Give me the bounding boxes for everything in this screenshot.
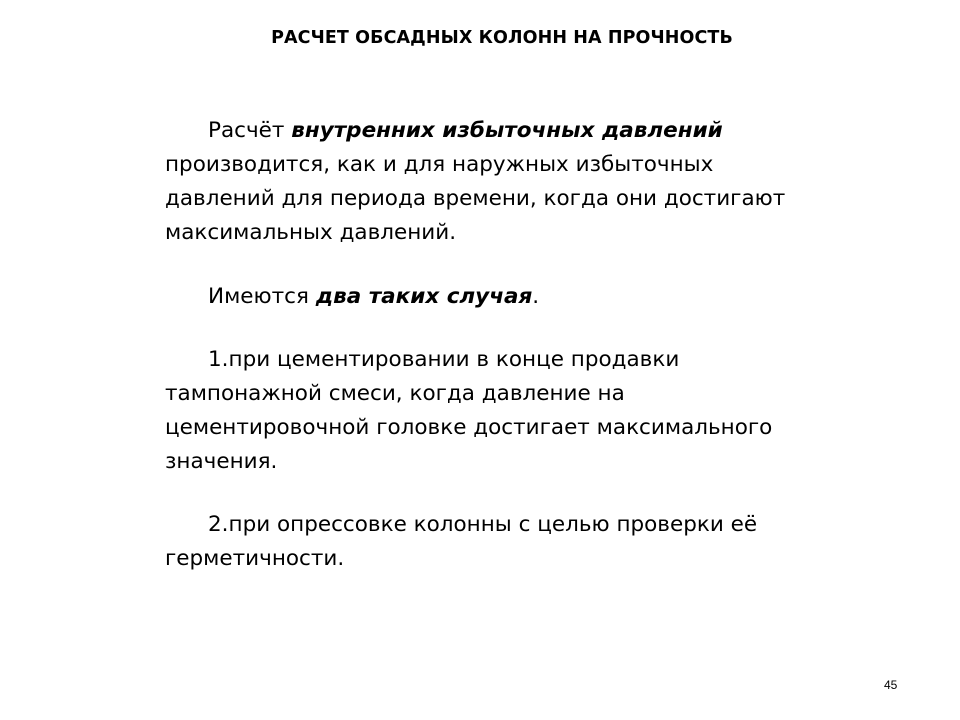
list-item-case-2: 2.при опрессовке колонны с целью проверки её герметичности. (165, 512, 758, 571)
paragraph-text: . (532, 284, 540, 309)
page-number: 45 (884, 678, 898, 692)
paragraph-two-cases (165, 280, 805, 314)
slide-content (165, 114, 805, 576)
slide-title: РАСЧЕТ ОБСАДНЫХ КОЛОНН НА ПРОЧНОСТЬ (271, 28, 733, 48)
emphasis-internal-excess-pressures: внутренних избыточных давлений (291, 118, 723, 143)
paragraph-internal-pressure (165, 114, 805, 250)
paragraph-text: Имеются (208, 284, 316, 309)
emphasis-two-cases: два таких случая (315, 284, 533, 309)
paragraph-text: производится, как и для наружных избыточных давлений для периода времени, когда они достигают максимальных давлений. (165, 152, 786, 245)
list-item-case-1: 1.при цементировании в конце продавки тампонажной смеси, когда давление на цементировочной головке достигает максимального значения. (165, 347, 773, 474)
paragraph-text: Расчёт (208, 118, 292, 143)
